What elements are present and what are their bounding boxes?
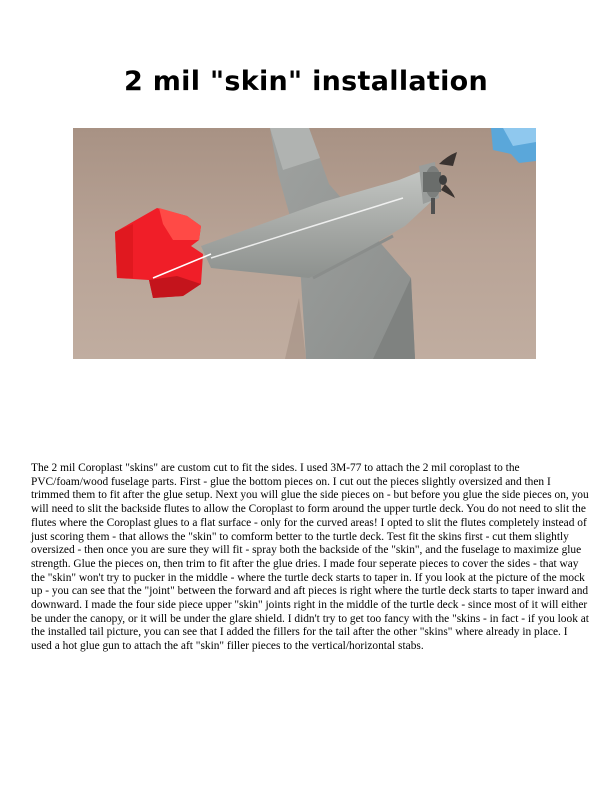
page-title: 2 mil "skin" installation: [123, 66, 489, 97]
airplane-photo: [73, 128, 536, 359]
body-paragraph: The 2 mil Coroplast "skins" are custom cut to fit the sides. I used 3M-77 to attach the 2 mil coroplast to the PVC/foam/wood fuselage parts. First - glue the bottom pieces on. I cut out the pieces slightly oversized and then I trimmed them to fit after the glue setup. Next you will glue the side pieces on - but before you glue the side pieces on, you will need to slit the backside flutes to allow the Coroplast to form around the upper turtle deck. You do not need to slit the flutes where the Coroplast glues to a flat surface - only for the curved areas! I opted to slit the flutes completely instead of just scoring them - that allows the "skin" to comform better to the turtle deck. Test fit the skins first - cut them slightly oversized - then once you are sure they will fit - spray both the backside of the "skin", and the fuselage to maximize glue strength. Glue the pieces on, then trim to fit after the glue dries. I made four seperate pieces to cover the sides - that way the "skin" won't try to pucker in the middle - where the turtle deck starts to taper in. If you look at the picture of the mock up - you can see that the "joint" between the forward and aft pieces is right where the turtle deck starts to taper inward and downward. I made the four side piece upper "skin" joints right in the middle of the turtle deck - since most of it will either be under the canopy, or it will be under the glare shield. I didn't try to get too fancy with the "skins - in fact - if you look at the installed tail picture, you can see that I added the fillers for the tail after the other "skins" where already in place. I used a hot glue gun to attach the aft "skin" filler pieces to the vertical/horizontal stabs.: [31, 462, 589, 653]
